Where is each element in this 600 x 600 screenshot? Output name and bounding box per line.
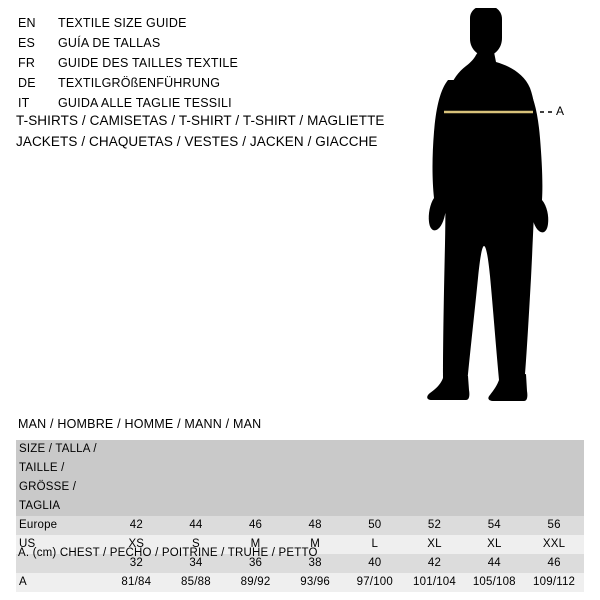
garment-category-jackets: JACKETS / CHAQUETAS / VESTES / JACKEN / GIACCHE: [16, 134, 378, 149]
language-code: FR: [18, 56, 36, 70]
table-cell: [405, 440, 465, 516]
language-row: [18, 16, 378, 36]
table-cell: 50: [345, 516, 405, 535]
language-text: TEXTILGRÖßENFÜHRUNG: [58, 76, 221, 90]
table-cell: 101/104: [405, 573, 465, 592]
row-label-us: US: [16, 535, 107, 554]
language-code: DE: [18, 76, 36, 90]
table-cell: 105/108: [464, 573, 524, 592]
table-cell: 40: [345, 554, 405, 573]
language-code: ES: [18, 36, 36, 50]
table-cell: XXL: [524, 535, 584, 554]
language-text: GUIDA ALLE TAGLIE TESSILI: [58, 96, 232, 110]
garment-category-list: [16, 110, 416, 152]
table-cell: L: [345, 535, 405, 554]
language-row: [18, 56, 378, 76]
language-code: EN: [18, 16, 36, 30]
table-cell: 38: [285, 554, 345, 573]
table-cell: 42: [107, 516, 167, 535]
table-cell: 54: [464, 516, 524, 535]
language-code: IT: [18, 96, 30, 110]
table-cell: [107, 440, 167, 516]
table-cell: 36: [226, 554, 286, 573]
table-cell: 52: [405, 516, 465, 535]
table-row-europe: [16, 516, 584, 535]
footnote: A. (cm) CHEST / PECHO / POITRINE / TRUHE / PETTO: [18, 547, 318, 559]
male-silhouette-figure: [400, 8, 600, 408]
table-cell: 85/88: [166, 573, 226, 592]
garment-category-tshirts: T-SHIRTS / CAMISETAS / T-SHIRT / T-SHIRT / MAGLIETTE: [16, 113, 385, 128]
table-cell: 48: [285, 516, 345, 535]
table-cell: 93/96: [285, 573, 345, 592]
table-cell: 44: [464, 554, 524, 573]
table-cell: 56: [524, 516, 584, 535]
table-cell: XL: [464, 535, 524, 554]
table-cell: 34: [166, 554, 226, 573]
table-cell: XL: [405, 535, 465, 554]
table-cell: M: [285, 535, 345, 554]
table-cell: 46: [226, 516, 286, 535]
table-cell: [345, 440, 405, 516]
table-cell: 89/92: [226, 573, 286, 592]
chest-measure-label: A: [556, 104, 565, 118]
table-cell: 32: [107, 554, 167, 573]
table-cell: [285, 440, 345, 516]
table-cell: [226, 440, 286, 516]
table-row-chest: [16, 573, 584, 592]
language-row: [18, 36, 378, 56]
row-label-europe: Europe: [16, 516, 107, 535]
table-cell: [464, 440, 524, 516]
table-title: MAN / HOMBRE / HOMME / MANN / MAN: [18, 417, 262, 431]
row-label-chest: A: [16, 573, 107, 592]
table-cell: 109/112: [524, 573, 584, 592]
silhouette-svg: [400, 8, 600, 408]
table-cell: S: [166, 535, 226, 554]
table-header-label: SIZE / TALLA / TAILLE / GRÖSSE / TAGLIA: [16, 440, 107, 516]
language-text: GUIDE DES TAILLES TEXTILE: [58, 56, 239, 70]
table-cell: 46: [524, 554, 584, 573]
table-cell: [166, 440, 226, 516]
table-cell: 97/100: [345, 573, 405, 592]
silhouette-body: [427, 8, 548, 401]
language-list: [18, 16, 378, 116]
size-table: [16, 440, 584, 592]
table-cell: 81/84: [107, 573, 167, 592]
table-cell: M: [226, 535, 286, 554]
language-text: TEXTILE SIZE GUIDE: [58, 16, 187, 30]
table-cell: 42: [405, 554, 465, 573]
table-cell: 44: [166, 516, 226, 535]
language-text: GUÍA DE TALLAS: [58, 36, 161, 50]
table-cell: [524, 440, 584, 516]
table-cell: XS: [107, 535, 167, 554]
language-row: [18, 76, 378, 96]
table-row-header: [16, 440, 584, 516]
